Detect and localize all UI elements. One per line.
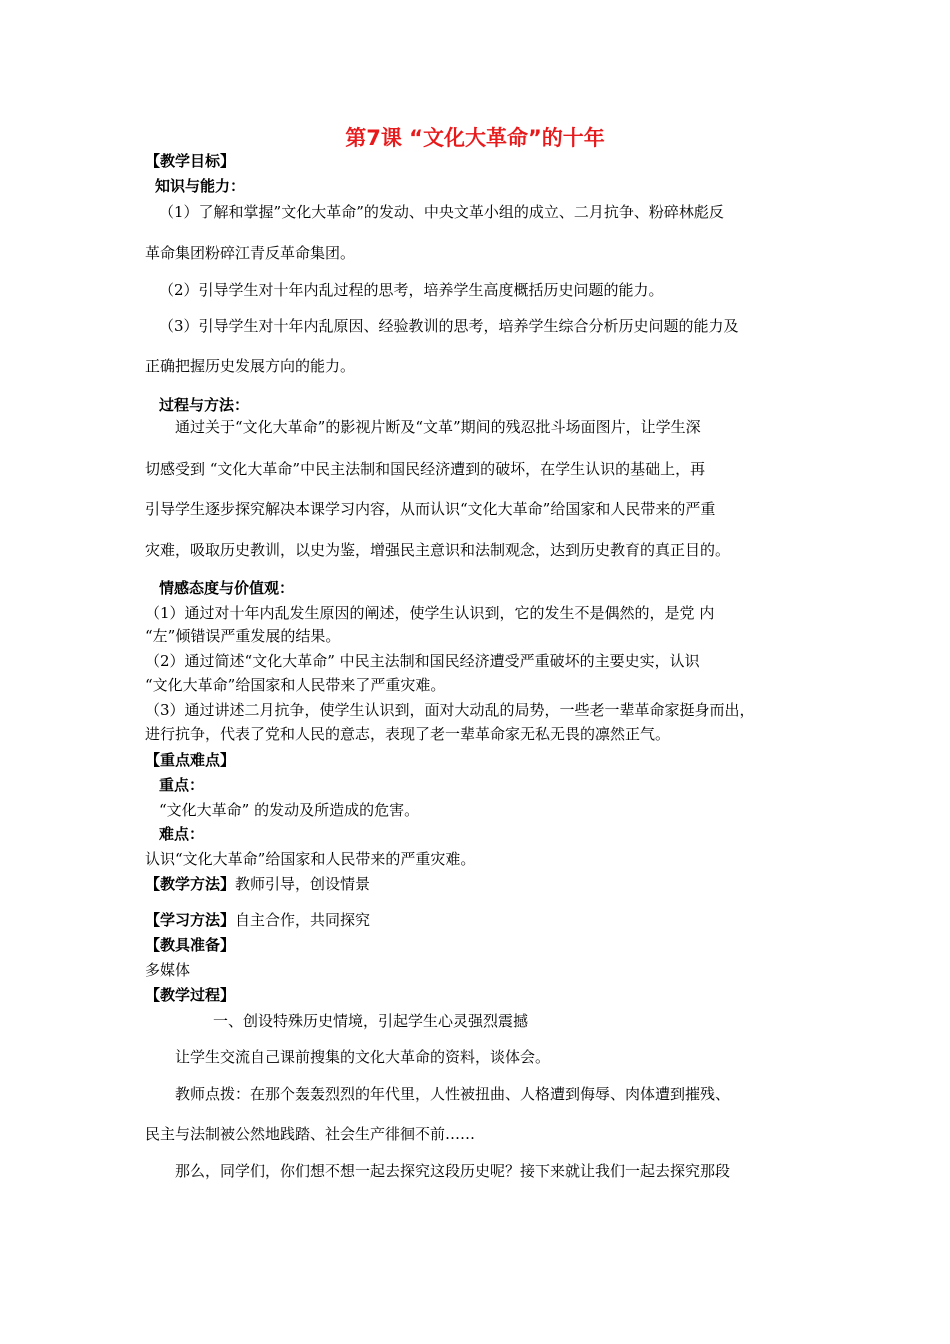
section-heading-teaching-method: 【教学方法】 [145, 875, 236, 893]
paragraph-line: 教师点拨：在那个轰轰烈烈的年代里，人性被扭曲、人格遭到侮辱、肉体遭到摧残、 [175, 1085, 731, 1103]
goal-line: （2）引导学生对十年内乱过程的思考，培养学生高度概括历史问题的能力。 [159, 281, 664, 299]
section-heading-teaching-process: 【教学过程】 [145, 986, 236, 1004]
process-step-heading: 一、创设特殊历史情境，引起学生心灵强烈震撼 [213, 1012, 529, 1030]
paragraph-line: 民主与法制被公然地践踏、社会生产徘徊不前…… [145, 1125, 476, 1143]
paragraph-line: 切感受到 “文化大革命”中民主法制和国民经济遭到的破坏，在学生认识的基础上，再 [145, 460, 706, 478]
paragraph-line: 引导学生逐步探究解决本课学习内容，从而认识“文化大革命”给国家和人民带来的严重 [145, 500, 716, 518]
section-heading-teaching-aids: 【教具准备】 [145, 936, 236, 954]
goal-line: （1）通过对十年内乱发生原因的阐述，使学生认识到，它的发生不是偶然的，是党 内 [145, 604, 715, 622]
subheading-emotion-values: 情感态度与价值观： [159, 579, 295, 597]
goal-line: “左”倾错误严重发展的结果。 [145, 627, 341, 645]
teaching-aids-text: 多媒体 [145, 961, 191, 979]
goal-line: （1）了解和掌握”文化大革命”的发动、中央文革小组的成立、二月抗争、粉碎林彪反 [159, 203, 724, 221]
subheading-difficulty: 难点： [159, 825, 205, 843]
learning-method-text: 自主合作，共同探究 [235, 911, 371, 929]
goal-line: （3）通过讲述二月抗争，使学生认识到，面对大动乱的局势，一些老一辈革命家挺身而出， [145, 701, 755, 719]
subheading-process-method: 过程与方法： [159, 396, 250, 414]
key-text: “文化大革命” 的发动及所造成的危害。 [159, 801, 420, 819]
subheading-knowledge-ability: 知识与能力： [155, 177, 246, 195]
goal-line: （2）通过简述“文化大革命” 中民主法制和国民经济遭受严重破坏的主要史实，认识 [145, 652, 700, 670]
goal-line: “文化大革命”给国家和人民带来了严重灾难。 [145, 676, 446, 694]
difficulty-text: 认识“文化大革命”给国家和人民带来的严重灾难。 [145, 850, 476, 868]
lesson-title: 第7课 “文化大革命”的十年 [345, 126, 605, 150]
subheading-key: 重点： [159, 776, 205, 794]
learning-method-line [145, 910, 370, 930]
paragraph-line: 让学生交流自己课前搜集的文化大革命的资料，谈体会。 [175, 1048, 551, 1066]
goal-line: 革命集团粉碎江青反革命集团。 [145, 244, 356, 262]
teaching-method-text: 教师引导，创设情景 [235, 875, 371, 893]
paragraph-line: 通过关于“文化大革命”的影视片断及“文革”期间的残忍批斗场面图片，让学生深 [175, 418, 701, 436]
section-heading-key-points: 【重点难点】 [145, 751, 236, 769]
teaching-method-line [145, 874, 370, 894]
goal-line: （3）引导学生对十年内乱原因、经验教训的思考，培养学生综合分析历史问题的能力及 [159, 317, 739, 335]
paragraph-line: 灾难，吸取历史教训，以史为鉴，增强民主意识和法制观念，达到历史教育的真正目的。 [145, 541, 731, 559]
section-heading-learning-method: 【学习方法】 [145, 911, 236, 929]
paragraph-line: 那么，同学们，你们想不想一起去探究这段历史呢？接下来就让我们一起去探究那段 [175, 1162, 731, 1180]
goal-line: 正确把握历史发展方向的能力。 [145, 357, 356, 375]
section-heading-teaching-goals: 【教学目标】 [145, 152, 236, 170]
goal-line: 进行抗争，代表了党和人民的意志，表现了老一辈革命家无私无畏的凛然正气。 [145, 725, 671, 743]
